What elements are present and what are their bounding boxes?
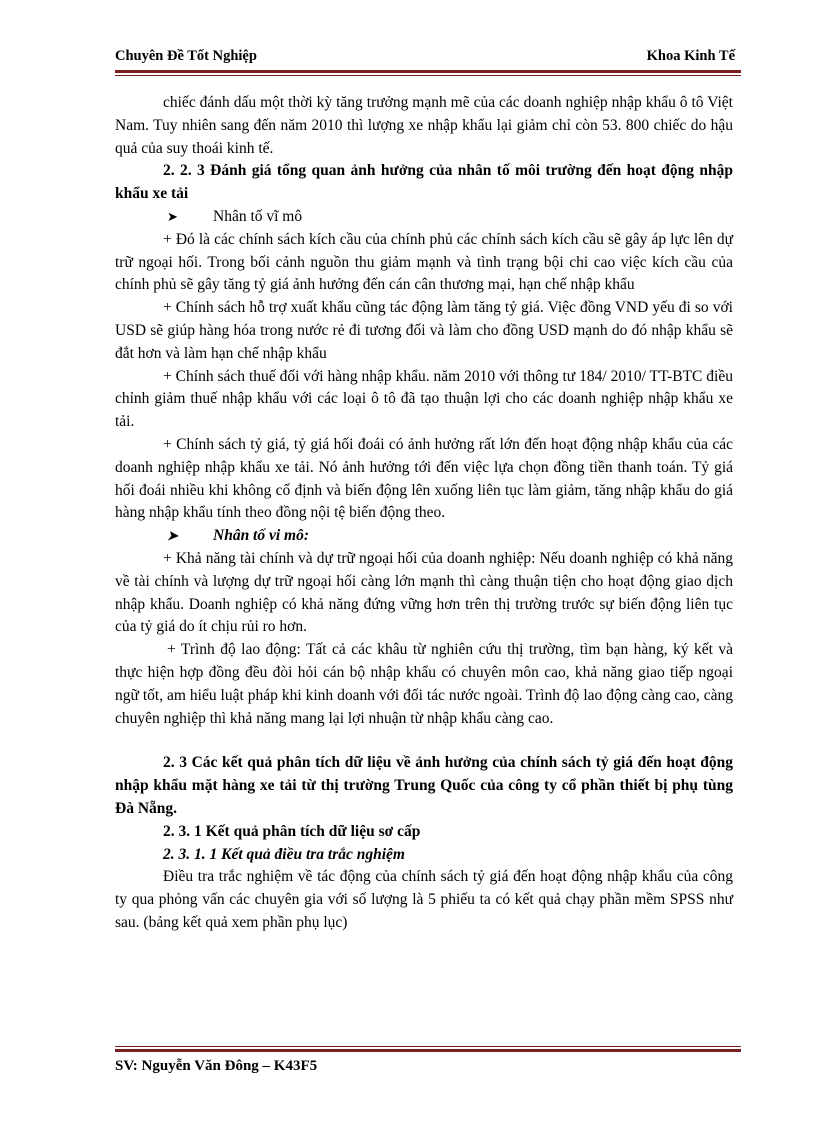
header-rule-thick bbox=[115, 70, 741, 73]
footer-rule-thick bbox=[115, 1049, 741, 1052]
paragraph-6: + Khả năng tài chính và dự trữ ngoại hối của doanh nghiệp: Nếu doanh nghiệp có khả năng về tài chính và lượng dự trữ ngoại hối càng lớn mạnh thì càng thuận tiện cho hoạt động giao dịch nhập khẩu. Doanh nghiệp có khả năng đứng vững hơn trên thị trường trước sự biến động liên tục của tỷ giá do ít chịu rủi ro hơn. bbox=[115, 549, 733, 636]
document-body bbox=[115, 92, 733, 935]
page-header bbox=[115, 48, 735, 68]
bullet-micro-label: Nhân tố vi mô: bbox=[213, 527, 310, 545]
arrow-bullet-icon: ➤ bbox=[167, 208, 178, 224]
section-heading-2-3-1: 2. 3. 1 Kết quả phân tích dữ liệu sơ cấp bbox=[163, 822, 421, 840]
spacer bbox=[115, 730, 733, 752]
bullet-macro-label: Nhân tố vĩ mô bbox=[213, 207, 303, 225]
section-heading-2-3-1-1: 2. 3. 1. 1 Kết quả điều tra trắc nghiệm bbox=[163, 845, 405, 863]
section-heading-2-3: 2. 3 Các kết quả phân tích dữ liệu về ảnh hưởng của chính sách tỷ giá đến hoạt động nhập khẩu mặt hàng xe tải từ thị trường Trung Quốc của công ty cổ phần thiết bị phụ tùng Đà Nẵng. bbox=[115, 754, 733, 817]
bullet-macro-factors bbox=[115, 206, 733, 229]
arrow-bullet-icon: ➤ bbox=[167, 528, 178, 544]
page-footer: SV: Nguyễn Văn Đông – K43F5 bbox=[115, 1058, 318, 1074]
paragraph-5: + Chính sách tỷ giá, tỷ giá hối đoái có ảnh hưởng rất lớn đến hoạt động nhập khẩu của các doanh nghiệp nhập khẩu xe tải. Nó ảnh hưởng tới đến việc lựa chọn đồng tiền thanh toán. Tỷ giá hối đoái nhiều khi không cố định và biến động lên xuống liên tục làm giảm, tăng nhập khẩu do giá hàng nhập khẩu tính theo đồng nội tệ biến động theo. bbox=[115, 435, 733, 522]
paragraph-2: + Đó là các chính sách kích cầu của chính phủ các chính sách kích cầu sẽ gây áp lực lên dự trữ ngoại hối. Trong bối cảnh nguồn thu giảm mạnh và tình trạng bội chi cao việc kích cầu của chính phủ sẽ gây tăng tỷ giá ảnh hưởng đến cán cân thương mại, hạn chế nhập khẩu bbox=[115, 230, 733, 294]
bullet-micro-factors bbox=[115, 525, 733, 548]
paragraph-1: chiếc đánh dấu một thời kỳ tăng trưởng mạnh mẽ của các doanh nghiệp nhập khẩu ô tô Việt Nam. Tuy nhiên sang đến năm 2010 thì lượng xe nhập khẩu lại giảm chỉ còn 53. 800 chiếc do hậu quả của suy thoái kinh tế. bbox=[115, 94, 733, 157]
paragraph-7: + Trình độ lao động: Tất cả các khâu từ nghiên cứu thị trường, tìm bạn hàng, ký kết và thực hiện hợp đồng đều đòi hỏi cán bộ nhập khẩu có chuyên môn cao, khả năng giao tiếp ngoại ngữ tốt, am hiểu luật pháp khi kinh doanh với đối tác nước ngoài. Trình độ lao động càng cao, càng chuyên nghiệp thì khả năng mang lại lợi nhuận từ nhập khẩu càng cao. bbox=[115, 641, 733, 727]
paragraph-4: + Chính sách thuế đối với hàng nhập khẩu. năm 2010 với thông tư 184/ 2010/ TT-BTC điều chỉnh giảm thuế nhập khẩu với các loại ô tô đã tạo thuận lợi cho các doanh nghiệp nhập khẩu xe tải. bbox=[115, 367, 733, 431]
section-heading-2-2-3: 2. 2. 3 Đánh giá tổng quan ảnh hưởng của nhân tố môi trường đến hoạt động nhập khẩu xe tải bbox=[115, 162, 733, 203]
paragraph-8: Điều tra trắc nghiệm về tác động của chính sách tỷ giá đến hoạt động nhập khẩu của công ty qua phỏng vấn các chuyên gia với số lượng là 5 phiếu ta có kết quả chạy phần mềm SPSS như sau. (bảng kết quả xem phần phụ lục) bbox=[115, 868, 733, 931]
header-right-title: Khoa Kinh Tế bbox=[646, 48, 735, 64]
footer-rule-thin bbox=[115, 1046, 741, 1047]
header-rule-thin bbox=[115, 75, 741, 76]
header-left-title: Chuyên Đề Tốt Nghiệp bbox=[115, 48, 257, 64]
paragraph-3: + Chính sách hỗ trợ xuất khẩu cũng tác động làm tăng tỷ giá. Việc đồng VND yếu đi so với USD sẽ giúp hàng hóa trong nước rẻ đi tương đối và làm cho đồng USD mạnh do đó nhập khẩu sẽ đắt hơn và làm hạn chế nhập khẩu bbox=[115, 299, 733, 362]
